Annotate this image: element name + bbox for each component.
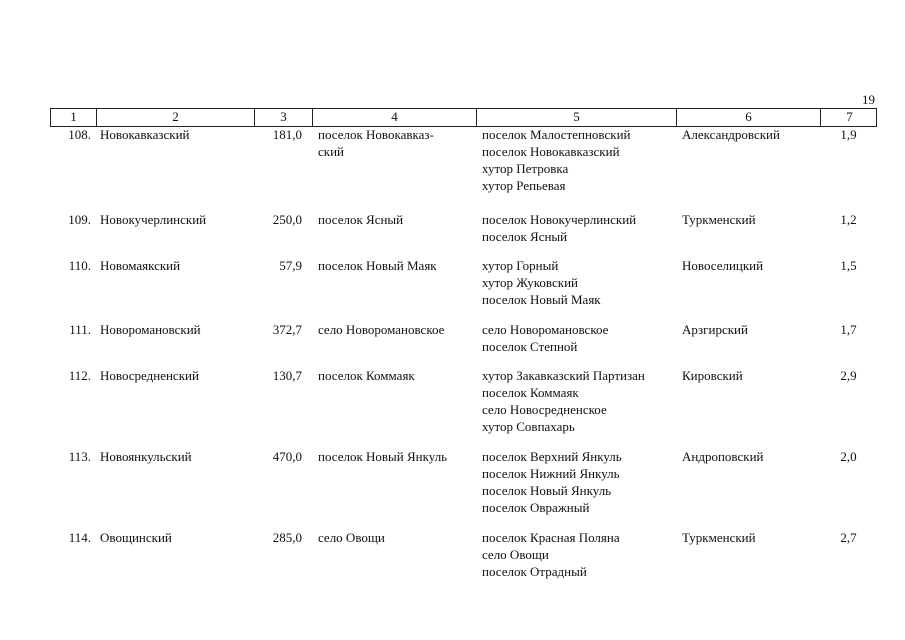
admin-center: поселок Ясный <box>318 212 404 227</box>
area-value: 130,7 <box>272 368 302 383</box>
admin-center: село Овощи <box>318 530 385 545</box>
district-name: Новоселицкий <box>682 258 764 273</box>
settlement-item: поселок Ясный <box>482 229 568 244</box>
row-number: 113. <box>68 449 91 464</box>
municipality-name: Новокавказский <box>100 127 190 142</box>
admin-center: поселок Новый Маяк <box>318 258 437 273</box>
settlements-list <box>476 529 676 580</box>
settlement-item: хутор Горный <box>482 258 559 273</box>
district-name: Туркменский <box>682 530 756 545</box>
settlements-list <box>476 257 676 308</box>
column-header: 3 <box>255 109 313 126</box>
settlements-list <box>476 211 676 245</box>
density-value: 1,7 <box>840 322 857 337</box>
district-name: Туркменский <box>682 212 756 227</box>
row-number: 111. <box>69 322 91 337</box>
municipality-name: Новомаякский <box>100 258 181 273</box>
municipality-name: Овощинский <box>100 530 172 545</box>
row-number: 110. <box>68 258 91 273</box>
municipality-name: Новоромановский <box>100 322 201 337</box>
area-value: 470,0 <box>272 449 302 464</box>
settlement-item: поселок Новый Маяк <box>482 292 601 307</box>
district-name: Арзгирский <box>682 322 748 337</box>
settlement-item: поселок Коммаяк <box>482 385 579 400</box>
municipality-name: Новокучерлинский <box>100 212 207 227</box>
column-header: 5 <box>477 109 677 126</box>
settlements-list <box>476 126 676 194</box>
settlement-item: хутор Репьевая <box>482 178 566 193</box>
table-row <box>50 367 877 435</box>
table-row <box>50 126 877 194</box>
table-row <box>50 257 877 308</box>
density-value: 1,9 <box>840 127 857 142</box>
admin-center: село Новоромановское <box>318 322 445 337</box>
settlement-item: поселок Верхний Янкуль <box>482 449 622 464</box>
column-header-row <box>50 108 877 127</box>
area-value: 285,0 <box>272 530 302 545</box>
settlement-item: хутор Закавказский Партизан <box>482 368 645 383</box>
row-number: 112. <box>68 368 91 383</box>
settlement-item: хутор Петровка <box>482 161 569 176</box>
row-number: 108. <box>68 127 91 142</box>
district-name: Андроповский <box>682 449 764 464</box>
municipality-name: Новосредненский <box>100 368 199 383</box>
settlements-list <box>476 321 676 355</box>
district-name: Кировский <box>682 368 743 383</box>
row-number: 114. <box>68 530 91 545</box>
settlement-item: поселок Нижний Янкуль <box>482 466 620 481</box>
density-value: 2,0 <box>840 449 857 464</box>
admin-center: поселок Коммаяк <box>318 368 415 383</box>
district-name: Александровский <box>682 127 780 142</box>
settlement-item: поселок Степной <box>482 339 578 354</box>
settlement-item: поселок Отрадный <box>482 564 587 579</box>
settlement-item: поселок Новокучерлинский <box>482 212 637 227</box>
page-number: 19 <box>862 92 875 107</box>
settlement-item: поселок Красная Поляна <box>482 530 620 545</box>
column-header: 2 <box>97 109 255 126</box>
column-header: 4 <box>313 109 477 126</box>
settlement-item: поселок Новый Янкуль <box>482 483 612 498</box>
table-row <box>50 448 877 516</box>
density-value: 1,5 <box>840 258 857 273</box>
column-header: 1 <box>51 109 97 126</box>
column-header: 7 <box>846 109 853 124</box>
row-number: 109. <box>68 212 91 227</box>
settlement-item: поселок Новокавказский <box>482 144 620 159</box>
settlement-item: поселок Малостепновский <box>482 127 631 142</box>
area-value: 250,0 <box>272 212 302 227</box>
area-value: 181,0 <box>272 127 302 142</box>
settlements-list <box>476 367 676 435</box>
table-row <box>50 529 877 580</box>
area-value: 372,7 <box>272 322 302 337</box>
table-row <box>50 211 877 245</box>
density-value: 1,2 <box>840 212 857 227</box>
settlements-list <box>476 448 676 516</box>
density-value: 2,9 <box>840 368 857 383</box>
settlement-item: село Новоромановское <box>482 322 609 337</box>
column-header: 6 <box>677 109 821 126</box>
settlement-item: хутор Совпахарь <box>482 419 575 434</box>
table <box>50 108 877 579</box>
admin-center: поселок Новокавказ- ский <box>318 127 434 159</box>
settlement-item: хутор Жуковский <box>482 275 578 290</box>
table-row <box>50 321 877 355</box>
density-value: 2,7 <box>840 530 857 545</box>
admin-center: поселок Новый Янкуль <box>318 449 448 464</box>
settlement-item: поселок Овражный <box>482 500 590 515</box>
area-value: 57,9 <box>279 258 302 273</box>
municipality-name: Новоянкульский <box>100 449 192 464</box>
settlement-item: село Овощи <box>482 547 549 562</box>
settlement-item: село Новосредненское <box>482 402 607 417</box>
